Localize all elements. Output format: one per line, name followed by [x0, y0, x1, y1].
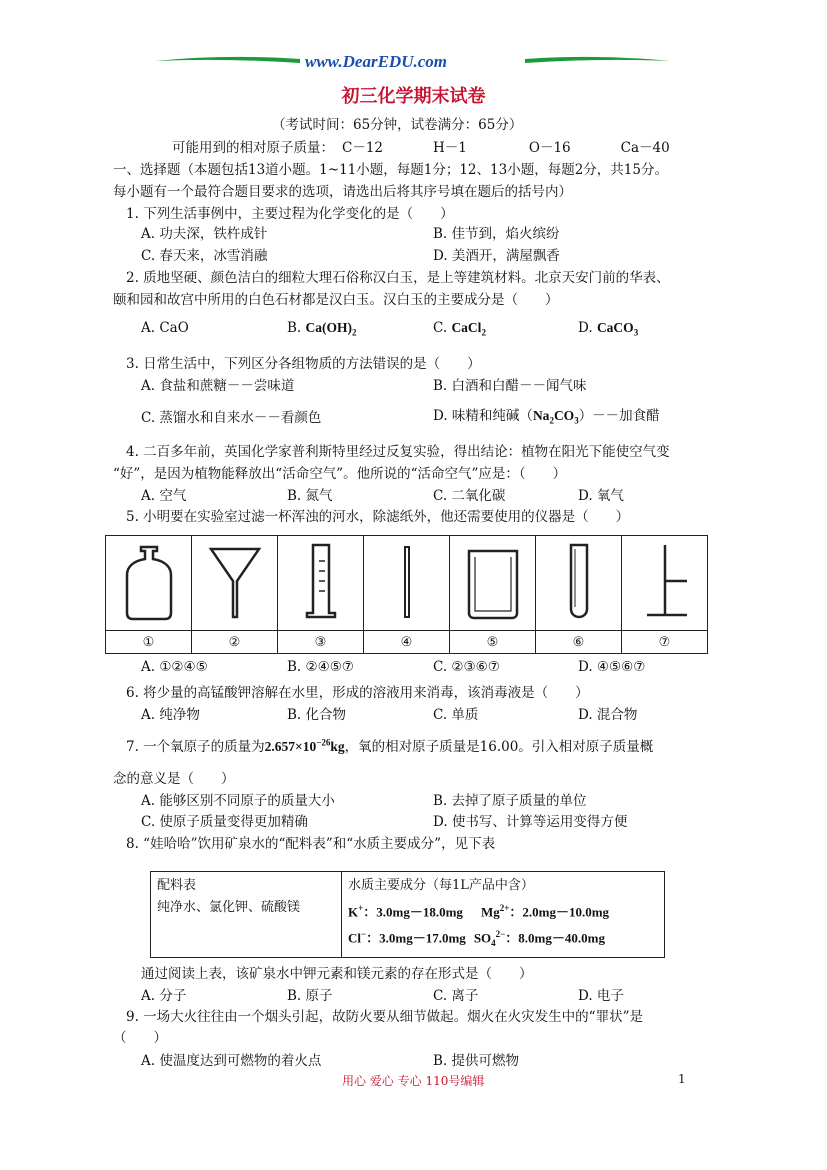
q7-mass: 2.657×10 — [264, 739, 317, 754]
q8-option-a: A. 分子 — [141, 988, 187, 1004]
subscript: 2 — [481, 327, 486, 338]
q2-option-d — [578, 320, 638, 338]
funnel-icon — [205, 541, 265, 621]
apparatus-label: ④ — [364, 631, 450, 654]
ion-value: ：8.0mg－40.0mg — [505, 930, 605, 946]
q7-text: 7. 一个氧原子的质量为 — [126, 739, 265, 755]
composition-row-2 — [348, 923, 658, 954]
ion-value: ：3.0mg－18.0mg — [363, 904, 463, 920]
q5-option-a: A. ①②④⑤ — [141, 659, 208, 675]
q7-exponent: −26 — [316, 737, 331, 748]
q6-option-a: A. 纯净物 — [141, 707, 200, 723]
atomic-mass-line — [172, 136, 670, 156]
option-letter: B. — [287, 320, 302, 336]
apparatus-cell — [622, 536, 708, 631]
q3-option-b: B. 白酒和白醋－－闻气味 — [433, 378, 587, 394]
composition-title: 水质主要成分（每1L产品中含） — [348, 878, 534, 893]
q7-stem-line1 — [126, 735, 653, 755]
ion-charge: 2− — [495, 929, 506, 940]
ion-k: K — [348, 904, 359, 920]
ion-cl: Cl — [348, 930, 361, 946]
q2-option-c — [433, 320, 486, 338]
ion-charge: − — [361, 929, 367, 940]
option-text: D. 味精和纯碱（ — [433, 408, 533, 424]
q9-stem-line1: 9. 一场大火往往由一个烟头引起，故防火要从细节做起。烟火在火灾发生中的“罪状”是 — [126, 1009, 643, 1025]
q9-option-a: A. 使温度达到可燃物的着火点 — [141, 1053, 322, 1069]
apparatus-label: ⑥ — [536, 631, 622, 654]
q6-option-b: B. 化合物 — [287, 707, 347, 723]
atomic-o: O－16 — [528, 140, 571, 156]
q8-followup: 通过阅读上表，该矿泉水中钾元素和镁元素的存在形式是（ ） — [141, 966, 533, 982]
atomic-ca: Ca－40 — [620, 140, 670, 156]
test-tube-icon — [549, 541, 609, 621]
q7-option-d: D. 使书写、计算等运用变得方便 — [433, 814, 628, 830]
q8-option-c: C. 离子 — [433, 988, 479, 1004]
formula: CaCO — [596, 320, 634, 335]
q5-option-b: B. ②④⑤⑦ — [287, 659, 354, 675]
apparatus-cell — [278, 536, 364, 631]
q1-option-c: C. 春天来，冰雪消融 — [141, 248, 268, 264]
site-url: www.DearEDU.com — [305, 52, 447, 71]
apparatus-cell — [364, 536, 450, 631]
ion-so4: SO — [473, 930, 492, 946]
q9-stem-line2: （ ） — [113, 1030, 167, 1046]
q4-option-a: A. 空气 — [141, 488, 187, 504]
composition-cell — [342, 872, 665, 958]
option-letter: C. — [433, 320, 448, 336]
q8-stem: 8. “娃哈哈”饮用矿泉水的“配料表”和“水质主要成分”，见下表 — [126, 836, 496, 852]
ion-mg: Mg — [480, 904, 500, 920]
q3-stem: 3. 日常生活中，下列区分各组物质的方法错误的是（ ） — [126, 356, 481, 372]
apparatus-label: ② — [192, 631, 278, 654]
exam-info: （考试时间：65分钟，试卷满分：65分） — [272, 117, 523, 133]
q7-option-b: B. 去掉了原子质量的单位 — [433, 793, 587, 809]
subscript: 3 — [633, 327, 639, 338]
q8-option-d: D. 电子 — [578, 988, 624, 1004]
ingredients-title: 配料表 — [157, 878, 197, 893]
q2-stem-line2: 颐和园和故宫中所用的白色石材都是汉白玉。汉白玉的主要成分是（ ） — [113, 292, 559, 308]
q4-option-c: C. 二氧化碳 — [433, 488, 506, 504]
ingredients-cell — [151, 872, 342, 958]
apparatus-cell — [536, 536, 622, 631]
ingredients-body: 纯净水、氯化钾、硫酸镁 — [157, 900, 301, 915]
section-heading: 一、选择题（本题包括13道小题。1~11小题，每题1分；12、13小题，每题2分，共15分。 — [113, 162, 668, 178]
q3-option-d — [433, 404, 660, 426]
q5-option-c: C. ②③⑥⑦ — [433, 659, 500, 675]
ion-charge: + — [358, 903, 364, 913]
q4-option-d: D. 氧气 — [578, 488, 624, 504]
q7-stem-line2: 念的意义是（ ） — [113, 771, 235, 787]
subscript: 2 — [352, 327, 357, 338]
ion-subscript: 4 — [491, 938, 496, 949]
q1-option-a: A. 功夫深，铁杵成针 — [141, 226, 268, 242]
q4-stem-line2: “好”，是因为植物能释放出“活命空气”。他所说的“活命空气”应是：（ ） — [113, 466, 567, 482]
option-letter: D. — [578, 320, 593, 336]
ion-value: ：2.0mg－10.0mg — [509, 904, 610, 920]
q7-option-c: C. 使原子质量变得更加精确 — [141, 814, 308, 830]
q7-option-a: A. 能够区别不同原子的质量大小 — [141, 793, 335, 809]
q7-unit: kg — [330, 739, 345, 754]
q9-option-b: B. 提供可燃物 — [433, 1053, 520, 1069]
graduated-cylinder-icon — [291, 541, 351, 621]
apparatus-label: ③ — [278, 631, 364, 654]
page-title: 初三化学期末试卷 — [341, 86, 486, 107]
q5-option-d: D. ④⑤⑥⑦ — [578, 659, 646, 675]
q1-option-b: B. 佳节到，焰火缤纷 — [433, 226, 560, 242]
beaker-icon — [463, 541, 523, 621]
formula: CO — [553, 408, 575, 423]
formula: Na — [532, 408, 550, 423]
iron-stand-icon — [635, 541, 695, 621]
apparatus-label: ⑦ — [622, 631, 708, 654]
q2-option-b — [287, 320, 357, 338]
q6-stem: 6. 将少量的高锰酸钾溶解在水里，形成的溶液用来消毒，该消毒液是（ ） — [126, 685, 589, 701]
subscript: 2 — [549, 415, 554, 426]
apparatus-table — [105, 535, 708, 654]
atomic-c: C－12 — [342, 140, 384, 156]
mineral-water-table — [150, 871, 665, 958]
q6-option-d: D. 混合物 — [578, 707, 638, 723]
q4-stem-line1: 4. 二百多年前，英国化学家普利斯特里经过反复实验，得出结论：植物在阳光下能使空气变 — [126, 444, 670, 460]
q1-option-d: D. 美酒开，满屋飘香 — [433, 248, 560, 264]
q3-option-c: C. 蒸馏水和自来水－－看颜色 — [141, 410, 322, 426]
apparatus-cell — [192, 536, 278, 631]
atomic-label: 可能用到的相对原子质量： — [172, 140, 334, 156]
apparatus-label: ⑤ — [450, 631, 536, 654]
apparatus-cell — [106, 536, 192, 631]
reagent-bottle-icon — [119, 541, 179, 621]
q5-stem: 5. 小明要在实验室过滤一杯浑浊的河水，除滤纸外，他还需要使用的仪器是（ ） — [126, 509, 630, 525]
footer-text: 用心 爱心 专心 110号编辑 — [342, 1074, 485, 1088]
q4-option-b: B. 氮气 — [287, 488, 333, 504]
ion-value: ：3.0mg－17.0mg — [366, 930, 466, 946]
q7-text: ，氧的相对原子质量是16.00。引入相对原子质量概 — [344, 739, 654, 755]
apparatus-label: ① — [106, 631, 192, 654]
formula: Ca(OH) — [305, 320, 353, 335]
q1-stem: 1. 下列生活事例中，主要过程为化学变化的是（ ） — [126, 206, 454, 222]
page-number: 1 — [678, 1072, 686, 1086]
q2-option-a: A. CaO — [141, 320, 189, 336]
apparatus-cell — [450, 536, 536, 631]
q2-stem-line1: 2. 质地坚硬、颜色洁白的细粒大理石俗称汉白玉，是上等建筑材料。北京天安门前的华表、 — [126, 270, 670, 286]
composition-row-1 — [348, 897, 658, 923]
section-instruction: 每小题有一个最符合题目要求的选项，请选出后将其序号填在题后的括号内） — [113, 184, 572, 200]
formula: CaCl — [451, 320, 482, 335]
atomic-h: H－1 — [433, 140, 467, 156]
ion-charge: 2+ — [499, 903, 510, 913]
glass-rod-icon — [377, 541, 437, 621]
subscript: 3 — [574, 415, 579, 426]
q8-option-b: B. 原子 — [287, 988, 333, 1004]
option-text: ）－－加食醋 — [578, 408, 660, 424]
q3-option-a: A. 食盐和蔗糖－－尝味道 — [141, 378, 295, 394]
q6-option-c: C. 单质 — [433, 707, 479, 723]
